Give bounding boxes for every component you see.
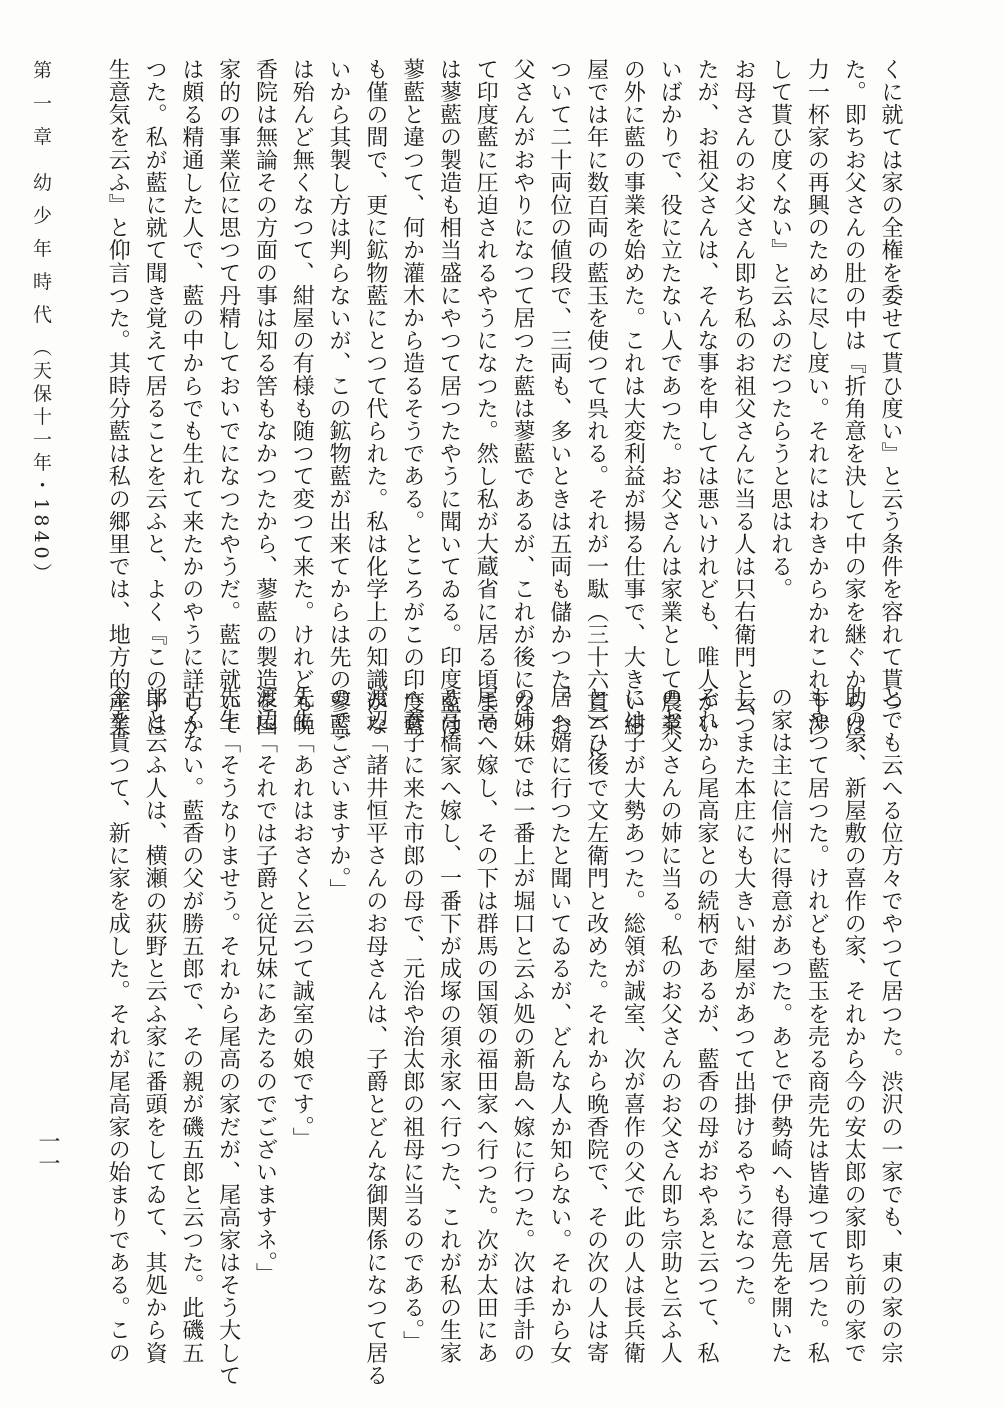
text-line: の家は主に信州に得意があつた。あとで伊勢崎へも得意先を開いた <box>767 686 793 1364</box>
text-line: も僅の間で、更に鉱物藍にとつて代られた。私は化学上の知識がな <box>362 58 388 736</box>
text-line: た。即ちお父さんの肚の中は『折角意を決して中の家を継ぐからは、 <box>841 58 867 759</box>
text-line: と云ひ後で文左衛門と改めた。それから晩香院で、その次の人は寄 <box>583 686 609 1364</box>
text-line: は殆んど無くなつて、紺屋の有様も随つて変つて来た。けれども晩 <box>289 58 315 736</box>
text-line: とでも云へる位方々でやつて居つた。渋沢の一家でも、東の家の宗 <box>878 686 903 1364</box>
text-line: し、また本庄にも大きい紺屋があつて出掛けるやうになつた。 <box>730 686 756 1319</box>
text-line: 生意気を云ふ』と仰言つた。其時分藍は私の郷里では、地方的産業 <box>105 58 131 736</box>
text-line: 先生「そうなりませう。それから尾高の家だが、尾高家はそう大して <box>215 686 241 1387</box>
text-line: 父さんがおやりになつて居つた藍は蓼藍であるが、これが後になつ <box>510 58 536 736</box>
text-line: くに就ては家の全権を委せて貰ひ度い』と云う条件を容れて貰つ <box>878 58 903 714</box>
text-line: つた。私が藍に就て聞き覚えて居ることを云ふと、よく『この子は <box>142 58 168 736</box>
text-line: 渡辺「諸井恒平さんのお母さんは、子爵とどんな御関係になつて居る <box>362 686 388 1387</box>
text-line: して貰ひ度くない』と云ふのだつたらうと思はれる。 <box>767 58 793 601</box>
text-line: いから其製し方は判らないが、この鉱物藍が出来てからは先の蓼藍 <box>326 58 352 736</box>
text-line: る高橋家へ嫁し、一番下が成塚の須永家へ行つた、これが私の生家 <box>436 686 462 1364</box>
text-line: 尾高へ嫁し、その下は群馬の国領の福田家へ行つた。次が太田にあ <box>473 686 499 1364</box>
text-line: それから尾高家との続柄であるが、藍香の母がおやゑと云つて、私 <box>694 686 720 1364</box>
text-line: 助の家、新屋敷の喜作の家、それから今の安太郎の家即ち前の家で <box>841 686 867 1364</box>
text-line: ついて二十両位の値段で、三両も、多いときは五両も儲かつた。お <box>546 58 572 736</box>
text-line: 蓼藍と違つて、何か灌木から造るそうである。ところがこの印度藍 <box>399 58 425 736</box>
text-line: 力一杯家の再興のために尽し度い。それにはわきからかれこれ干渉 <box>804 58 830 736</box>
text-line: 香院は無論その方面の事は知る筈もなかつたから、蓼藍の製造を国 <box>252 58 278 736</box>
text-line: 郎と云ふ人は、横瀬の荻野と云ふ家に番頭をしてゐて、其処から資 <box>142 686 168 1364</box>
text-line: の外に藍の事業を始めた。これは大変利益が揚る仕事で、大きい紺 <box>620 58 646 736</box>
text-line: 居へ婿に行つたと聞いてゐるが、どんな人か知らない。それから女 <box>546 686 572 1364</box>
text-line: の姉妹では一番上が堀口と云ふ処の新島へ嫁に行つた。次は手計の <box>510 686 536 1364</box>
upper-text-block <box>98 58 908 759</box>
lower-text-block <box>98 686 908 1387</box>
text-line: へ養子に来た市郎の母で、元治や治太郎の祖母に当るのである。」 <box>399 686 425 1353</box>
text-line: は頗る精通した人で、藍の中からでも生れて来たかのやうに詳しか <box>178 58 204 736</box>
text-line: て印度藍に圧迫されるやうになつた。然し私が大蔵省に居る頃まで <box>473 58 499 736</box>
text-line: もやつて居つた。けれども藍玉を売る商売先は皆違つて居つた。私 <box>804 686 830 1364</box>
text-line: 屋では年に数百両の藍玉を使つて呉れる。それが一駄（三十六貫）に <box>583 58 609 759</box>
text-line: いばかりで、役に立たない人であつた。お父さんは家業として農業 <box>657 58 683 736</box>
text-line: 古くない。藍香の父が勝五郎で、その親が磯五郎と云つた。此磯五 <box>178 686 204 1364</box>
text-line: たが、お祖父さんは、そんな事を申しては悪いけれども、唯人がい <box>694 58 720 736</box>
text-line: には子が大勢あつた。総領が誠室、次が喜作の父で此の人は長兵衛 <box>620 686 646 1364</box>
page-number: 一一 <box>35 1130 60 1174</box>
text-line: のお父さんの姉に当る。私のお父さんのお父さん即ち宗助と云ふ人 <box>657 686 683 1364</box>
text-line: のでございますか。」 <box>326 686 352 901</box>
running-head: 第 一 章 幼 少 年 時 代 （天保十一年・1840） <box>30 60 52 586</box>
text-line: は蓼藍の製造も相当盛にやつて居つたやうに聞いてゐる。印度藍は <box>436 58 462 736</box>
text-line: 渡辺「それでは子爵と従兄妹にあたるのでございますネ。」 <box>252 686 278 1286</box>
text-line: 金を貰つて、新に家を成した。それが尾高家の始まりである。この <box>105 686 131 1364</box>
text-line: お母さんのお父さん即ち私のお祖父さんに当る人は只右衛門と云つ <box>730 58 756 736</box>
text-line: 家的の事業位に思つて丹精しておいでになつたやうだ。藍に就いて <box>215 58 241 736</box>
text-line: 先生「あれはおさくと云つて誠室の娘です。」 <box>289 686 315 1150</box>
